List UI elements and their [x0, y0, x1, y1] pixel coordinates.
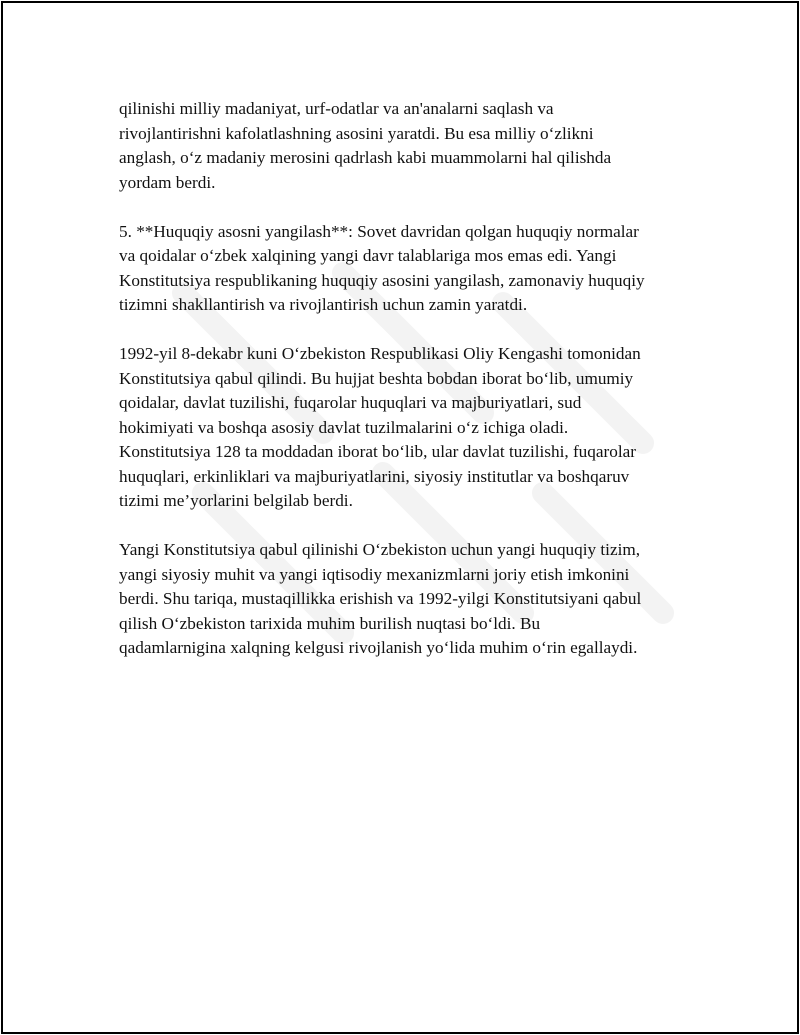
paragraph-line: Konstitutsiya 128 ta moddadan iborat bo‘lib, ular davlat tuzilishi, fuqarolar	[119, 442, 636, 461]
paragraph-3	[119, 342, 699, 514]
paragraph-line: huquqlari, erkinliklari va majburiyatlarini, siyosiy institutlar va boshqaruv	[119, 466, 630, 486]
paragraph-line: qilinishi milliy madaniyat, urf-odatlar va an'analarni saqlash va	[119, 99, 554, 118]
document-page	[1, 1, 799, 1034]
paragraph-line: Konstitutsiya qabul qilindi. Bu hujjat beshta bobdan iborat bo‘lib, umumiy	[119, 368, 634, 388]
paragraph-line: yordam berdi.	[119, 172, 216, 192]
paragraph-line: 1992-yil 8-dekabr kuni O‘zbekiston Respublikasi Oliy Kengashi tomonidan	[119, 344, 641, 363]
paragraph-line: hokimiyati va boshqa asosiy davlat tuzilmalarini o‘z ichiga oladi.	[119, 417, 569, 437]
paragraph-line: Konstitutsiya respublikaning huquqiy asosini yangilash, zamonaviy huquqiy	[119, 270, 645, 290]
paragraph-line: va qoidalar o‘zbek xalqining yangi davr talablariga mos emas edi. Yangi	[119, 246, 617, 265]
paragraph-line: anglash, o‘z madaniy merosini qadrlash kabi muammolarni hal qilishda	[119, 148, 612, 167]
paragraph-4	[119, 538, 699, 661]
document-body	[119, 97, 699, 685]
paragraph-1	[119, 97, 699, 195]
paragraph-2	[119, 220, 699, 318]
paragraph-line: qadamlarnigina xalqning kelgusi rivojlanish yo‘lida muhim o‘rin egallaydi.	[119, 638, 638, 657]
paragraph-line: qoidalar, davlat tuzilishi, fuqarolar huquqlari va majburiyatlari, sud	[119, 393, 582, 412]
paragraph-line: Yangi Konstitutsiya qabul qilinishi O‘zbekiston uchun yangi huquqiy tizim,	[119, 540, 641, 559]
paragraph-line: berdi. Shu tariqa, mustaqillikka erishish va 1992-yilgi Konstitutsiyani qabul	[119, 589, 642, 608]
paragraph-line: tizimni shakllantirish va rivojlantirish uchun zamin yaratdi.	[119, 295, 528, 314]
paragraph-line: tizimi me’yorlarini belgilab berdi.	[119, 491, 353, 510]
paragraph-line: yangi siyosiy muhit va yangi iqtisodiy mexanizmlarni joriy etish imkonini	[119, 564, 630, 584]
paragraph-line: rivojlantirishni kafolatlashning asosini yaratdi. Bu esa milliy o‘zlikni	[119, 123, 594, 143]
paragraph-line: 5. **Huquqiy asosni yangilash**: Sovet davridan qolgan huquqiy normalar	[119, 221, 639, 241]
paragraph-line: qilish O‘zbekiston tarixida muhim burilish nuqtasi bo‘ldi. Bu	[119, 613, 541, 633]
